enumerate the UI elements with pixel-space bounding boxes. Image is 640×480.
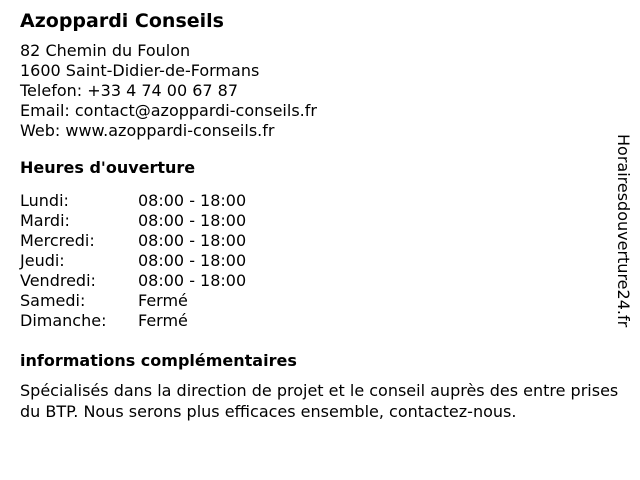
hours-row-saturday <box>20 291 620 311</box>
hours-row-sunday <box>20 311 620 331</box>
website-address: Web: www.azoppardi-conseils.fr <box>20 121 275 140</box>
day-label: Jeudi: <box>20 251 65 270</box>
phone-number: Telefon: +33 4 74 00 67 87 <box>20 81 239 100</box>
info-heading: informations complémentaires <box>20 351 297 370</box>
contact-block <box>20 41 620 141</box>
email-address: Email: contact@azoppardi-conseils.fr <box>20 101 317 120</box>
day-label: Vendredi: <box>20 271 96 290</box>
hours-heading: Heures d'ouverture <box>20 158 196 177</box>
hours-row-friday <box>20 271 620 291</box>
day-label: Samedi: <box>20 291 86 310</box>
hours-row-monday <box>20 191 620 211</box>
time-value: 08:00 - 18:00 <box>138 231 247 250</box>
time-value: Fermé <box>138 311 188 330</box>
time-value: 08:00 - 18:00 <box>138 251 247 270</box>
city-address: 1600 Saint-Didier-de-Formans <box>20 61 260 80</box>
hours-row-tuesday <box>20 211 620 231</box>
side-watermark-text: Horairesdouverture24.fr <box>614 134 633 328</box>
street-address: 82 Chemin du Foulon <box>20 41 191 60</box>
company-name: Azoppardi Conseils <box>20 10 224 32</box>
day-label: Mercredi: <box>20 231 95 250</box>
day-label: Dimanche: <box>20 311 107 330</box>
opening-hours-table <box>20 191 620 331</box>
info-description: Spécialisés dans la direction de projet et le conseil auprès des entre prises du BTP. Nous serons plus efficaces ensemble, contactez-nous. <box>20 381 619 421</box>
time-value: 08:00 - 18:00 <box>138 271 247 290</box>
time-value: 08:00 - 18:00 <box>138 211 247 230</box>
day-label: Mardi: <box>20 211 70 230</box>
business-card <box>20 9 620 422</box>
time-value: 08:00 - 18:00 <box>138 191 247 210</box>
hours-row-thursday <box>20 251 620 271</box>
time-value: Fermé <box>138 291 188 310</box>
day-label: Lundi: <box>20 191 69 210</box>
hours-row-wednesday <box>20 231 620 251</box>
